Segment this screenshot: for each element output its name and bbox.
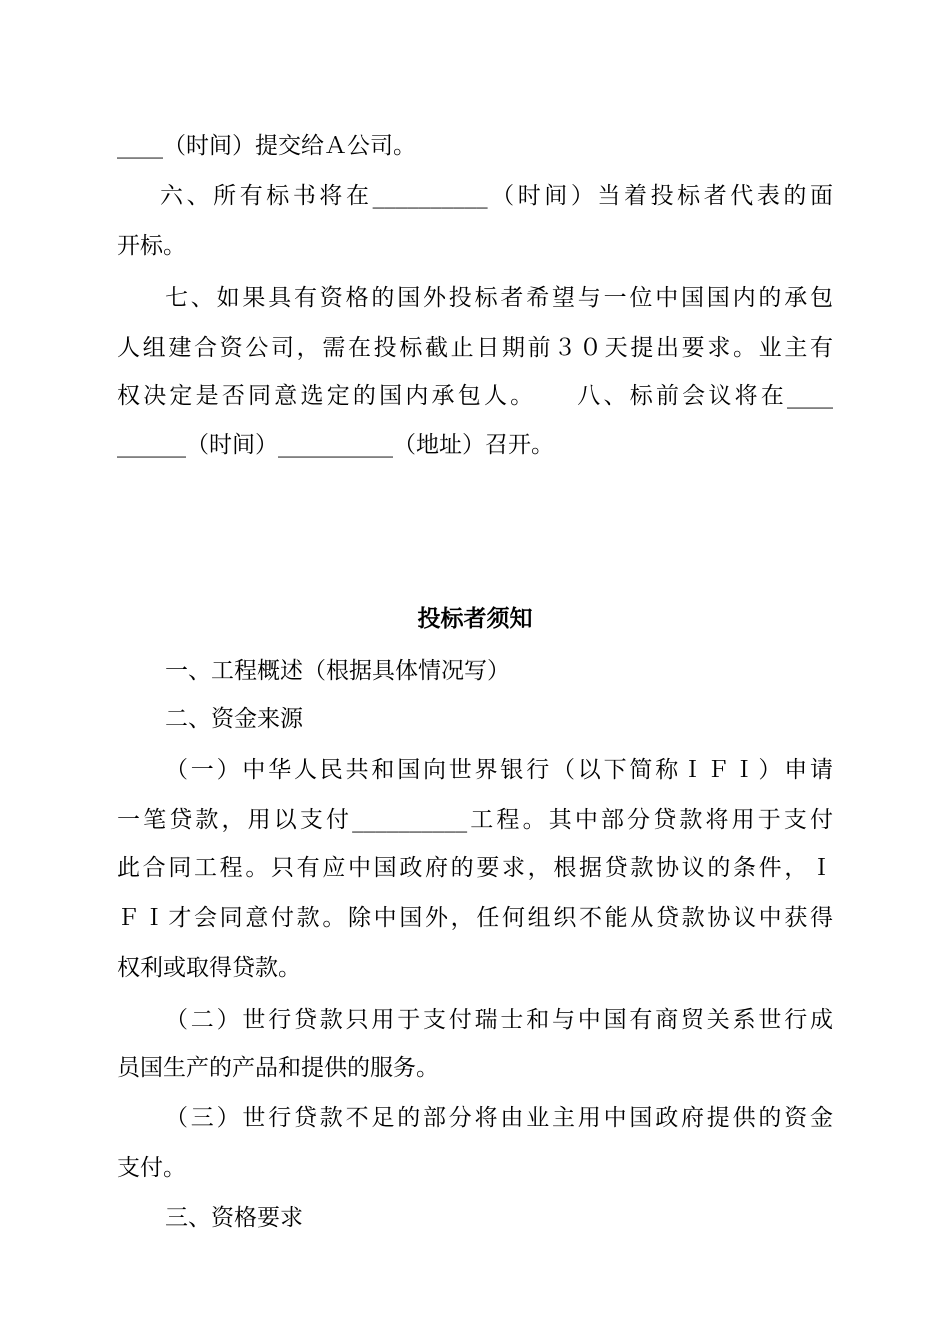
text-line-section-1: 一、工程概述（根据具体情况写）: [165, 658, 510, 684]
text-line-item-7-cont-1: 人组建合资公司，需在投标截止日期前３０天提出要求。业主有: [117, 335, 833, 361]
text-line-item-6: 六、所有标书将在__________（时间）当着投标者代表的面: [160, 183, 833, 209]
text-line-sub-1-cont-4: 权利或取得贷款。: [117, 955, 301, 981]
text-line-sub-3: （三）世行贷款不足的部分将由业主用中国政府提供的资金: [165, 1105, 833, 1131]
section-title: 投标者须知: [417, 605, 533, 632]
text-line-section-3: 三、资格要求: [165, 1205, 303, 1231]
text-line-sub-3-cont: 支付。: [117, 1155, 186, 1181]
text-line-sub-2: （二）世行贷款只用于支付瑞士和与中国有商贸关系世行成: [165, 1007, 833, 1033]
text-line-item-7-cont-2: 权决定是否同意选定的国内承包人。 八、标前会议将在____: [117, 383, 833, 409]
text-line-sub-1-cont-2: 此合同工程。只有应中国政府的要求，根据贷款协议的条件，Ｉ: [117, 855, 833, 881]
text-line-sub-1-cont-3: ＦＩ才会同意付款。除中国外，任何组织不能从贷款协议中获得: [117, 905, 833, 931]
text-line-time-submit: ____（时间）提交给Ａ公司。: [117, 133, 416, 159]
text-line-item-7: 七、如果具有资格的国外投标者希望与一位中国国内的承包: [165, 285, 833, 311]
text-line-sub-1: （一）中华人民共和国向世界银行（以下简称ＩＦＩ）申请: [165, 757, 833, 783]
text-line-sub-1-cont-1: 一笔贷款，用以支付__________工程。其中部分贷款将用于支付: [117, 807, 833, 833]
text-line-sub-2-cont: 员国生产的产品和提供的服务。: [117, 1055, 439, 1081]
text-line-item-8-cont: ______（时间）__________（地址）召开。: [117, 432, 554, 458]
text-line-section-2: 二、资金来源: [165, 706, 303, 732]
text-line-item-6-cont: 开标。: [117, 233, 186, 259]
